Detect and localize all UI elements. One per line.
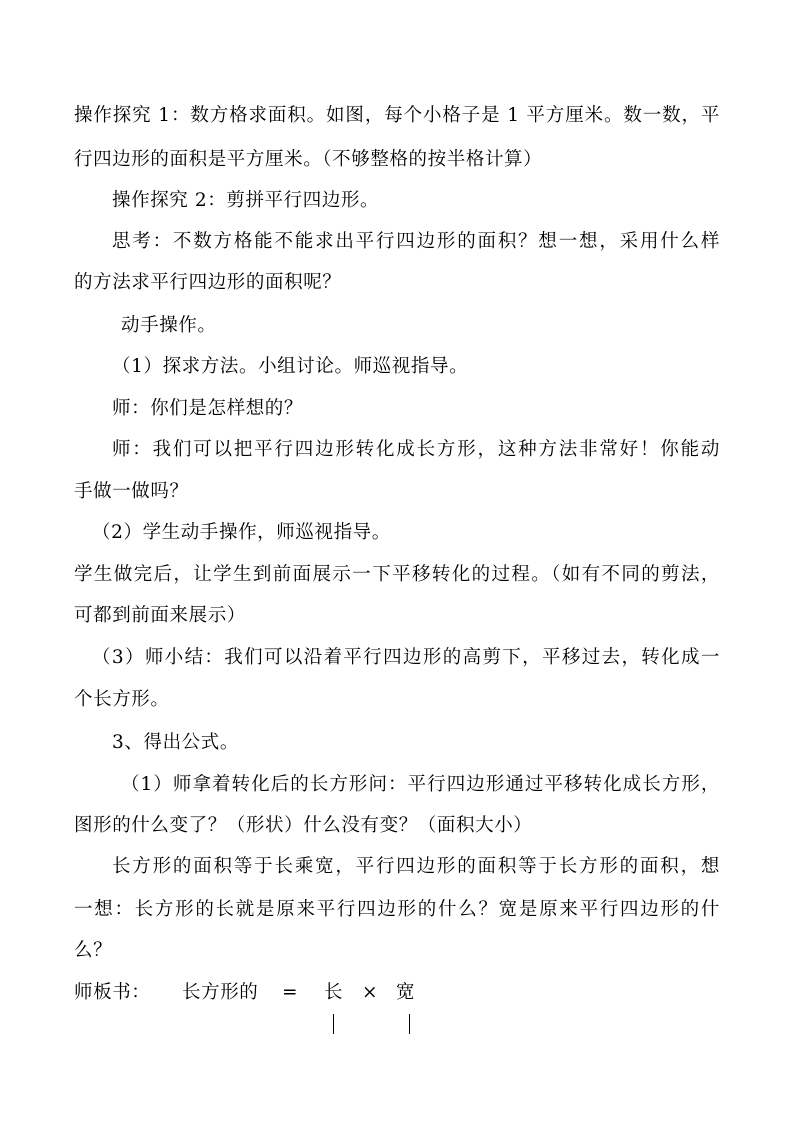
formula-row bbox=[0, 981, 794, 1007]
formula-equals: = bbox=[282, 982, 299, 1003]
paragraph-line: 可都到前面来展示） bbox=[74, 605, 246, 626]
formula-times: × bbox=[362, 982, 379, 1003]
formula-width: 宽 bbox=[396, 982, 416, 1003]
paragraph-line: 一想：长方形的长就是原来平行四边形的什么？宽是原来平行四边形的什 bbox=[74, 899, 720, 920]
paragraph-line: 学生做完后，让学生到前面展示一下平移转化的过程。（如有不同的剪法， bbox=[74, 564, 720, 585]
formula-label: 师板书： bbox=[74, 982, 151, 1003]
formula-connector-line bbox=[333, 1014, 334, 1034]
paragraph-line: 的方法求平行四边形的面积呢？ bbox=[74, 272, 342, 293]
paragraph-line: 师：你们是怎样想的？ bbox=[112, 398, 304, 419]
paragraph-line: 图形的什么变了？（形状）什么没有变？（面积大小） bbox=[74, 815, 533, 836]
paragraph-line: 个长方形。 bbox=[74, 689, 170, 710]
paragraph-line: （1）探求方法。小组讨论。师巡视指导。 bbox=[112, 356, 469, 377]
formula-term: 长方形的 bbox=[182, 982, 259, 1003]
paragraph-line: 3、得出公式。 bbox=[112, 732, 239, 753]
paragraph-line: 么？ bbox=[74, 940, 113, 961]
paragraph-line: 动手操作。 bbox=[121, 315, 217, 336]
paragraph-line: （3）师小结：我们可以沿着平行四边形的高剪下，平移过去，转化成一 bbox=[92, 647, 720, 668]
paragraph-line: 长方形的面积等于长乘宽，平行四边形的面积等于长方形的面积，想 bbox=[112, 856, 720, 877]
paragraph-line: （1）师拿着转化后的长方形问：平行四边形通过平移转化成长方形， bbox=[121, 774, 720, 795]
formula-length: 长 bbox=[324, 982, 344, 1003]
paragraph-line: 操作探究 2：剪拼平行四边形。 bbox=[112, 190, 380, 211]
paragraph-line: 师：我们可以把平行四边形转化成长方形，这种方法非常好！你能动 bbox=[112, 439, 720, 460]
paragraph-line: 操作探究 1：数方格求面积。如图，每个小格子是 1 平方厘米。数一数，平 bbox=[74, 105, 720, 126]
paragraph-line: 行四边形的面积是平方厘米。（不够整格的按半格计算） bbox=[74, 149, 543, 170]
paragraph-line: 手做一做吗？ bbox=[74, 481, 189, 502]
paragraph-line: （2）学生动手操作，师巡视指导。 bbox=[92, 522, 391, 543]
paragraph-line: 思考：不数方格能不能求出平行四边形的面积？想一想，采用什么样 bbox=[112, 231, 720, 252]
formula-connector-line bbox=[409, 1014, 410, 1034]
